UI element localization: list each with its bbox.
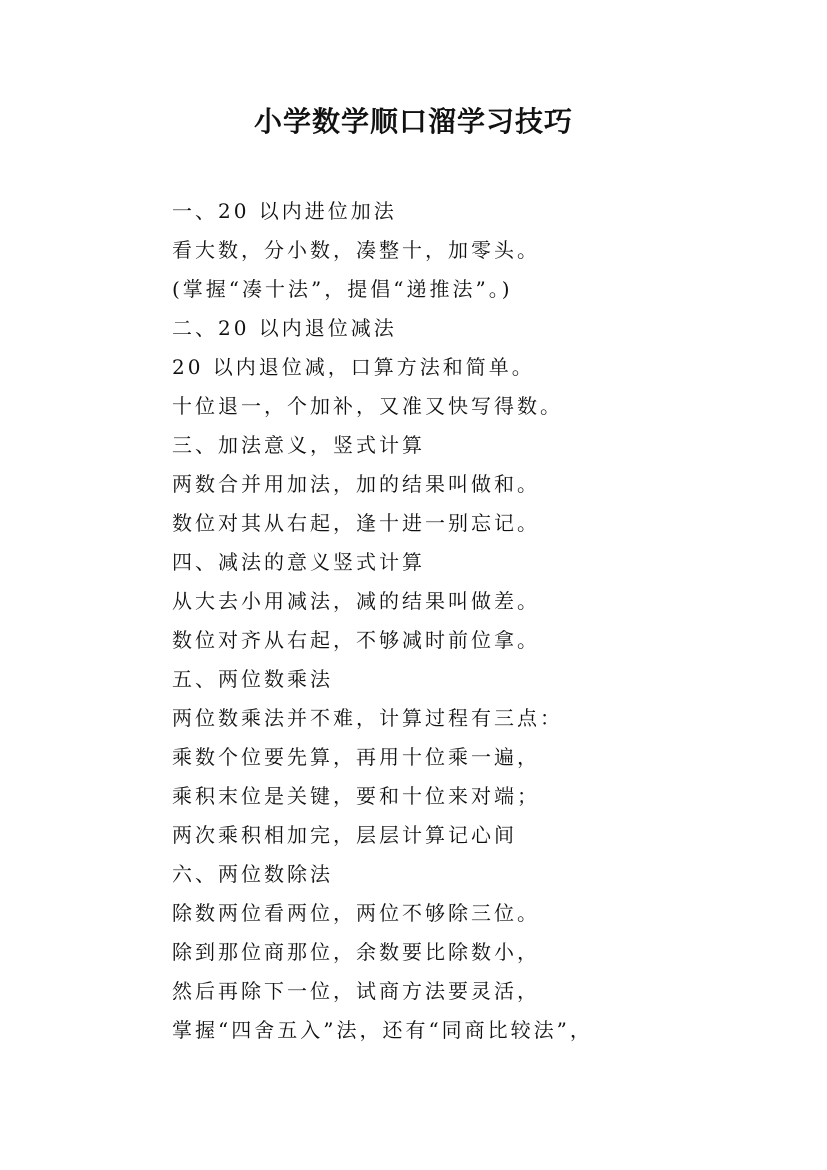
text-line: 两数合并用加法，加的结果叫做和。 bbox=[172, 472, 540, 496]
text-line: 从大去小用减法，减的结果叫做差。 bbox=[172, 589, 540, 613]
text-line: 除到那位商那位，余数要比除数小， bbox=[172, 940, 540, 964]
text-line: 一、20 以内进位加法 bbox=[172, 199, 397, 223]
document-body bbox=[172, 192, 772, 1050]
text-line: 乘数个位要先算，再用十位乘一遍， bbox=[172, 745, 540, 769]
document-title: 小学数学顺口溜学习技巧 bbox=[253, 105, 573, 138]
text-line: 乘积末位是关键，要和十位来对端； bbox=[172, 784, 540, 808]
text-line: 三、加法意义，竖式计算 bbox=[172, 433, 425, 457]
text-line: 十位退一，个加补，又准又快写得数。 bbox=[172, 394, 563, 418]
text-line: 掌握“四舍五入”法，还有“同商比较法”， bbox=[172, 1018, 593, 1042]
text-line: (掌握“凑十法”，提倡“递推法”。) bbox=[172, 277, 513, 301]
text-line: 六、两位数除法 bbox=[172, 862, 333, 886]
text-line: 四、减法的意义竖式计算 bbox=[172, 550, 425, 574]
text-line: 除数两位看两位，两位不够除三位。 bbox=[172, 901, 540, 925]
text-line: 看大数，分小数，凑整十，加零头。 bbox=[172, 238, 540, 262]
text-line: 二、20 以内退位减法 bbox=[172, 316, 397, 340]
text-line: 两位数乘法并不难，计算过程有三点： bbox=[172, 706, 563, 730]
text-line: 数位对齐从右起，不够减时前位拿。 bbox=[172, 628, 540, 652]
text-line: 然后再除下一位，试商方法要灵活， bbox=[172, 979, 540, 1003]
text-line: 数位对其从右起，逢十进一别忘记。 bbox=[172, 511, 540, 535]
text-line: 两次乘积相加完，层层计算记心间 bbox=[172, 823, 517, 847]
text-line: 五、两位数乘法 bbox=[172, 667, 333, 691]
text-line: 20 以内退位减，口算方法和简单。 bbox=[172, 355, 535, 379]
